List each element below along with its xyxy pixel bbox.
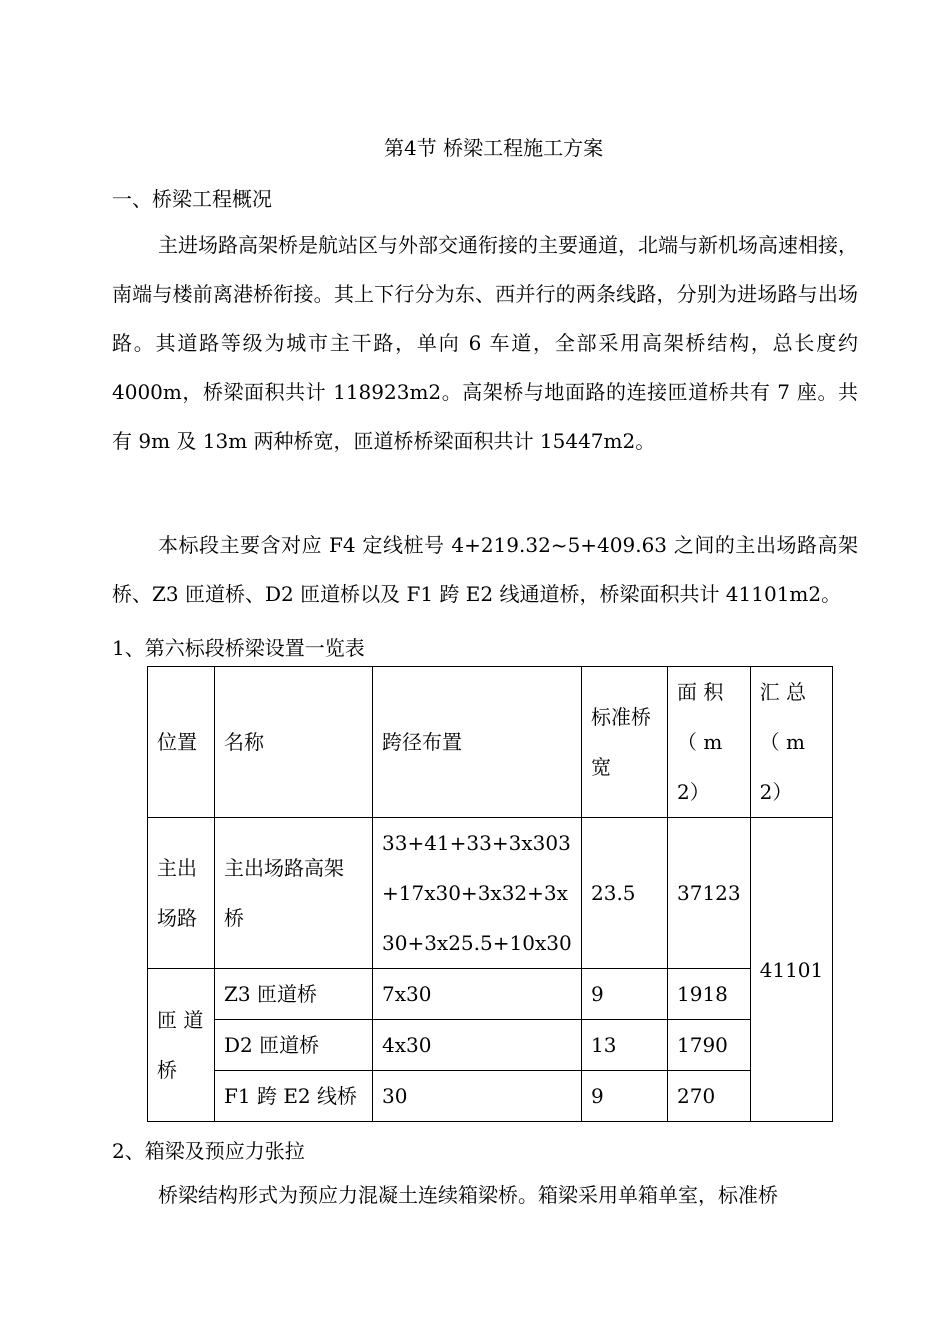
paragraph-overview: 主进场路高架桥是航站区与外部交通衔接的主要通道，北端与新机场高速相接，南端与楼前离港桥衔接。其上下行分为东、西并行的两条线路，分别为进场路与出场路。其道路等级为城市主干路，单向 6 车道，全部采用高架桥结构，总长度约 4000m，桥梁面积共计 118923m2。高架桥与地面路的连接匝道桥共有 7 座。共有 9m 及 13m 两种桥宽，匝道桥桥梁面积共计 15447m2。 — [112, 233, 858, 453]
table-row — [148, 1071, 833, 1122]
group-ramp: 匝 道 桥 — [148, 969, 215, 1122]
header-area: 面 积（ m2） — [668, 667, 751, 818]
row-name: D2 匝道桥 — [215, 1020, 373, 1071]
row-area: 1790 — [668, 1020, 751, 1071]
total-value: 41101 — [750, 818, 833, 1122]
table-header-row — [148, 667, 833, 818]
heading-box-girder: 2、箱梁及预应力张拉 — [112, 1139, 305, 1163]
row-span: 33+41+33+3x303+17x30+3x32+3x30+3x25.5+10x30 — [373, 818, 582, 969]
group-main: 主出场路 — [148, 818, 215, 969]
row-name: 主出场路高架桥 — [215, 818, 373, 969]
row-area: 37123 — [668, 818, 751, 969]
row-width: 13 — [582, 1020, 668, 1071]
table-caption: 1、第六标段桥梁设置一览表 — [112, 636, 365, 660]
row-area: 270 — [668, 1071, 751, 1122]
table-row — [148, 969, 833, 1020]
row-span: 4x30 — [373, 1020, 582, 1071]
row-span: 7x30 — [373, 969, 582, 1020]
header-name: 名称 — [215, 667, 373, 818]
row-width: 23.5 — [582, 818, 668, 969]
header-width: 标准桥宽 — [582, 667, 668, 818]
header-span: 跨径布置 — [373, 667, 582, 818]
row-area: 1918 — [668, 969, 751, 1020]
paragraph-box-girder: 桥梁结构形式为预应力混凝土连续箱梁桥。箱梁采用单箱单室，标准桥 — [158, 1183, 778, 1207]
table-row — [148, 1020, 833, 1071]
table-row — [148, 818, 833, 969]
paragraph-section-scope: 本标段主要含对应 F4 定线桩号 4+219.32~5+409.63 之间的主出场路高架桥、Z3 匝道桥、D2 匝道桥以及 F1 跨 E2 线通道桥，桥梁面积共计 41101m2。 — [112, 533, 858, 606]
header-total: 汇 总（ m2） — [750, 667, 833, 818]
row-width: 9 — [582, 1071, 668, 1122]
section-title: 第4节 桥梁工程施工方案 — [384, 136, 604, 160]
bridge-table — [147, 666, 833, 1122]
header-position: 位置 — [148, 667, 215, 818]
row-name: Z3 匝道桥 — [215, 969, 373, 1020]
row-name: F1 跨 E2 线桥 — [215, 1071, 373, 1122]
heading-overview: 一、桥梁工程概况 — [112, 187, 272, 211]
row-span: 30 — [373, 1071, 582, 1122]
row-width: 9 — [582, 969, 668, 1020]
